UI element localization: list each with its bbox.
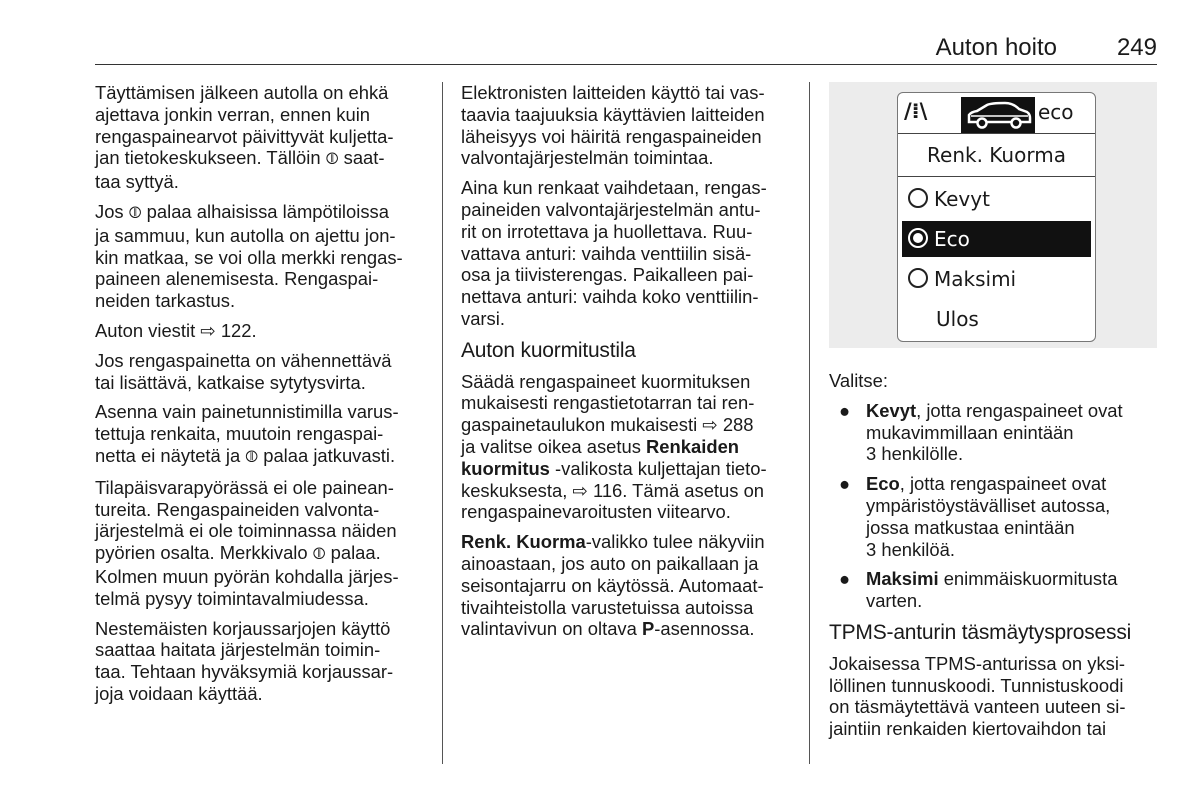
car-icon xyxy=(961,97,1035,133)
tire-pressure-warning-icon: ⦷ xyxy=(312,546,326,564)
eco-tab: eco xyxy=(1038,100,1074,124)
page-reference[interactable]: 288 xyxy=(717,414,754,436)
paragraph: Renk. Kuorma-valikko tulee näkyviin ainoastaan, jos auto on paikallaan ja seisontajarru on käytössä. Automaat- tivaihteistolla varustetuissa autoissa valintavivun on oltava P-asennossa. xyxy=(461,531,765,640)
car-tab xyxy=(961,97,1035,133)
page-reference[interactable]: 116. Tämä asetus on xyxy=(587,479,765,501)
column-divider xyxy=(809,82,810,764)
column-1 xyxy=(95,82,425,713)
option-maksimi[interactable]: Maksimi xyxy=(902,261,1091,297)
section-heading: TPMS-anturin täsmäytysprosessi xyxy=(829,620,1132,644)
column-divider xyxy=(442,82,443,764)
option-kevyt[interactable]: Kevyt xyxy=(902,181,1091,217)
paragraph: Tilapäisvarapyörässä ei ole painean- tureita. Rengaspaineiden valvonta- järjestelmä ei ole toiminnassa näiden pyörien osalta. Merkkivalo ⦷ palaa. Kolmen muun pyörän kohdalla järjes- telmä pysyy toimintavalmiudessa. xyxy=(95,476,399,609)
exit-option[interactable]: Ulos xyxy=(936,307,979,331)
list-item: ● Eco, jotta rengaspaineet ovat ympäristöystävälliset autossa, jossa matkustaa enintään 3 henkilöä. xyxy=(839,473,1111,560)
paragraph: Jos rengaspainetta on vähennettävä tai lisättävä, katkaise sytytysvirta. xyxy=(95,349,392,393)
page-reference-arrow-icon: ⇨ xyxy=(572,479,588,501)
menu-title: Renk. Kuorma xyxy=(898,133,1095,177)
paragraph: Nestemäisten korjaussarjojen käyttö saattaa haitata järjestelmän toimin- taa. Tehtaan hyväksymiä korjaussar- joja voidaan käyttää. xyxy=(95,617,394,704)
paragraph: Täyttämisen jälkeen autolla on ehkä ajettava jonkin verran, ennen kuin rengaspainearvot päivittyvät kuljetta- jan tietokeskukseen. Tällöin ⦷ saat- taa syttyä. xyxy=(95,82,394,193)
column-3 xyxy=(829,370,1159,748)
radio-button-icon xyxy=(908,188,928,208)
option-list xyxy=(829,400,1159,612)
radio-button-selected-icon xyxy=(908,228,928,248)
bullet-icon: ● xyxy=(839,399,851,421)
paragraph: Jos ⦷ palaa alhaisissa lämpötiloissa ja sammuu, kun autolla on ajettu jon- kin matkaa, se voi olla merkki rengas- paineen alenemisesta. Rengaspai- neiden tarkastus. xyxy=(95,200,403,312)
paragraph: Jokaisessa TPMS-anturissa on yksi- löllinen tunnuskoodi. Tunnistuskoodi on täsmäytettävä vanteen uuteen si- jaintiin renkaiden kiertovaihdon tai xyxy=(829,652,1126,740)
tire-pressure-warning-icon: ⦷ xyxy=(128,204,142,222)
page-number: 249 xyxy=(1116,34,1157,61)
paragraph: Elektronisten laitteiden käyttö tai vas- taavia taajuuksia käyttävien laitteiden läheisyys voi häiritä rengaspaineiden valvontajärjestelmän toimintaa. xyxy=(461,82,765,169)
road-icon: /⁞\ xyxy=(904,99,928,123)
display-tabs xyxy=(898,93,1095,133)
display-illustration xyxy=(829,82,1157,348)
tire-pressure-warning-icon: ⦷ xyxy=(325,151,339,169)
paragraph: Säädä rengaspaineet kuormituksen mukaisesti rengastietotarran tai ren- gaspainetaulukon mukaisesti ⇨ 288 ja valitse oikea asetus Renkaiden kuormitus -valikosta kuljettajan tieto- keskuksesta, ⇨ 116. Tämä asetus on rengaspainevaroitusten viitearvo. xyxy=(461,370,767,523)
page-reference-arrow-icon: ⇨ xyxy=(702,414,718,436)
page-reference[interactable]: 122. xyxy=(215,319,257,341)
paragraph: Asenna vain painetunnistimilla varus- tettuja renkaita, muutoin rengaspai- netta ei näytetä ja ⦷ palaa jatkuvasti. xyxy=(95,401,425,468)
list-item: ● Kevyt, jotta rengaspaineet ovat mukavimmillaan enintään 3 henkilölle. xyxy=(839,399,1123,465)
option-eco[interactable]: Eco xyxy=(902,221,1091,257)
column-2 xyxy=(461,82,793,648)
bullet-icon: ● xyxy=(839,473,851,495)
paragraph: Aina kun renkaat vaihdetaan, rengas- paineiden valvontajärjestelmän antu- rit on irrotettava ja huollettava. Ruu- vattava anturi: vaihda venttiilin sisä- osa ja tiivisterengas. Paikalleen pai- nettava anturi: vaihda koko venttiilin- varsi. xyxy=(461,177,767,329)
page-header xyxy=(95,30,1157,65)
bullet-icon: ● xyxy=(839,568,851,590)
section-title: Auton hoito xyxy=(935,34,1057,61)
page-reference-arrow-icon: ⇨ xyxy=(200,319,216,341)
list-item: ● Maksimi enimmäiskuormitusta varten. xyxy=(839,568,1118,612)
radio-button-icon xyxy=(908,268,928,288)
paragraph: Auton viestit ⇨ 122. xyxy=(95,319,257,341)
paragraph: Valitse: xyxy=(829,370,888,391)
tire-pressure-warning-icon: ⦷ xyxy=(245,448,259,466)
section-heading: Auton kuormitustila xyxy=(461,338,636,362)
driver-info-display xyxy=(897,92,1096,342)
